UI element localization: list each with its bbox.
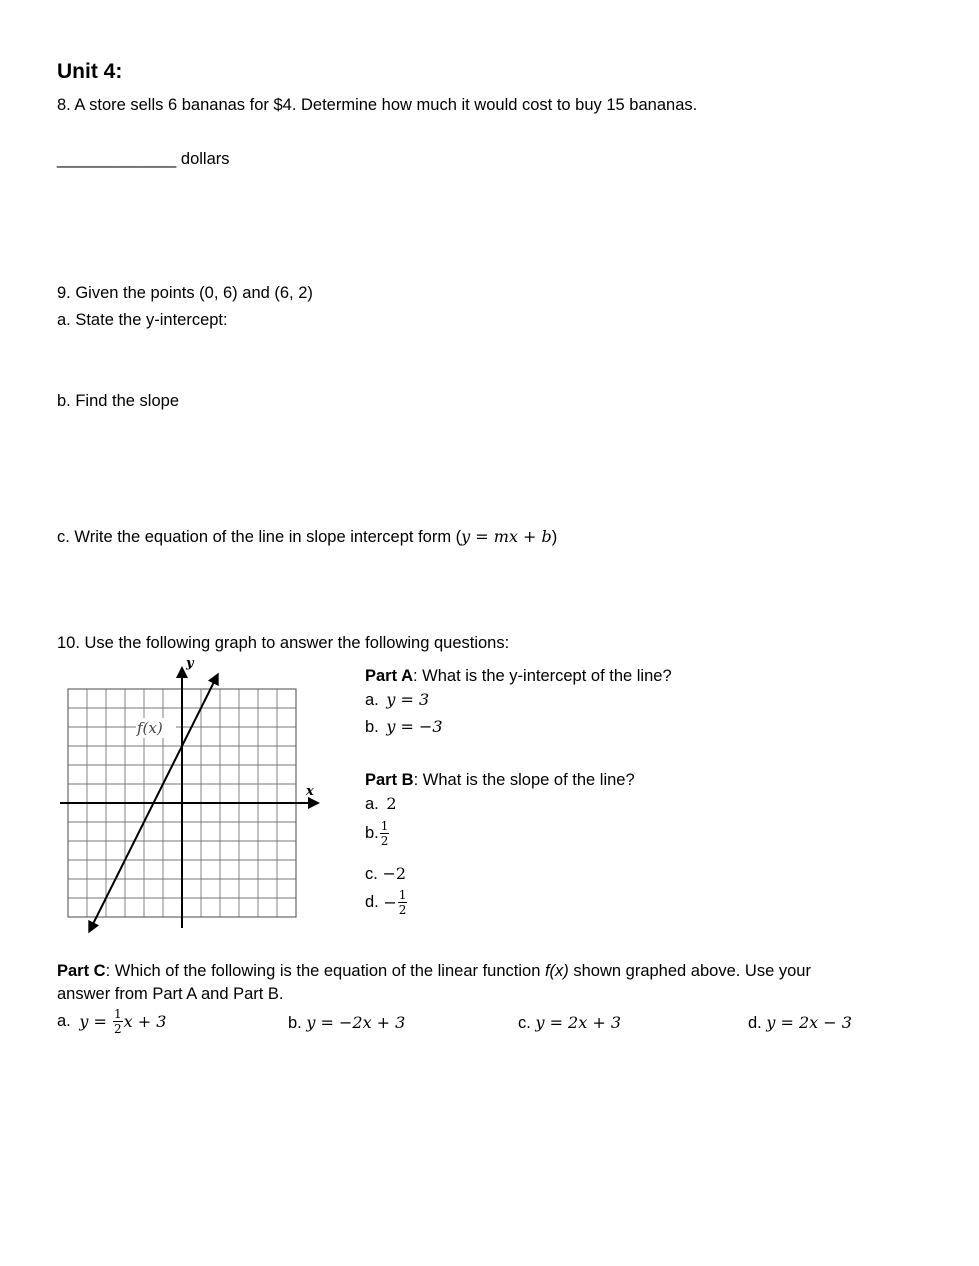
part-c-option-c	[518, 1013, 621, 1033]
part-b-text: : What is the slope of the line?	[413, 771, 635, 789]
part-c-option-d	[748, 1013, 852, 1033]
part-c-question-line-2: answer from Part A and Part B.	[57, 985, 284, 1003]
x-axis-label: x	[306, 784, 314, 799]
fraction	[398, 889, 408, 916]
fraction-numerator: 1	[398, 888, 407, 902]
option-value: y = 3	[386, 690, 430, 709]
part-c-label: Part C	[57, 962, 106, 980]
fraction	[380, 820, 390, 847]
fraction-denominator: 2	[398, 903, 407, 917]
option-letter: a.	[365, 691, 379, 709]
option-value-pre: y =	[79, 1012, 112, 1031]
fraction-denominator: 2	[113, 1022, 122, 1036]
option-letter: a.	[57, 1012, 71, 1030]
fraction	[113, 1008, 123, 1035]
option-value: y = −3	[386, 717, 443, 736]
option-value-post: x + 3	[123, 1012, 167, 1031]
question-9c-suffix: )	[551, 528, 558, 546]
question-8-text: 8. A store sells 6 bananas for $4. Determine how much it would cost to buy 15 bananas.	[57, 96, 698, 114]
option-value: 2	[386, 794, 397, 813]
part-b-option-d	[365, 889, 408, 916]
y-axis-label: y	[186, 658, 194, 671]
function-label: f(x)	[137, 719, 163, 737]
part-c-option-b	[288, 1013, 405, 1033]
question-9c-prefix: c. Write the equation of the line in slope intercept form (	[57, 528, 462, 546]
slope-intercept-formula: y = mx + b	[461, 527, 552, 546]
option-sign: −	[383, 893, 397, 912]
fraction-denominator: 2	[380, 834, 389, 848]
fraction-numerator: 1	[380, 819, 389, 833]
part-a-label: Part A	[365, 667, 413, 685]
part-a-option-b	[365, 717, 443, 737]
answer-unit: dollars	[180, 150, 230, 168]
option-letter: a.	[365, 795, 379, 813]
part-a-text: : What is the y-intercept of the line?	[413, 667, 672, 685]
question-9a: a. State the y-intercept:	[57, 311, 228, 329]
part-c-question-line-1	[57, 962, 811, 981]
option-letter: d.	[748, 1014, 762, 1032]
question-9-text: 9. Given the points (0, 6) and (6, 2)	[57, 284, 313, 302]
part-b-option-a	[365, 794, 397, 814]
part-b-option-b	[365, 820, 390, 847]
option-letter: c.	[518, 1014, 531, 1032]
option-letter: b.	[365, 718, 379, 736]
question-9b: b. Find the slope	[57, 392, 179, 410]
part-b-label: Part B	[365, 771, 414, 789]
option-value: −2	[382, 864, 407, 883]
part-a-question	[365, 667, 672, 686]
part-b-question	[365, 771, 635, 790]
question-8-answer-line	[57, 150, 230, 169]
option-letter: c.	[365, 865, 378, 883]
question-9c	[57, 527, 557, 547]
option-letter: b.	[288, 1014, 302, 1032]
line-graph	[56, 658, 326, 936]
option-letter: d.	[365, 893, 379, 911]
option-letter: b.	[365, 824, 379, 842]
part-c-fx: f(x)	[544, 962, 569, 980]
part-c-text: : Which of the following is the equation of the linear function	[105, 962, 545, 980]
part-c-option-a	[57, 1008, 166, 1035]
unit-title: Unit 4:	[57, 60, 123, 83]
option-value: y = 2x + 3	[535, 1013, 622, 1032]
option-value: y = −2x + 3	[306, 1013, 406, 1032]
fraction-numerator: 1	[113, 1007, 122, 1021]
question-10-text: 10. Use the following graph to answer the following questions:	[57, 634, 510, 652]
part-b-option-c	[365, 864, 406, 884]
answer-blank: _____________	[57, 150, 177, 168]
part-c-text-post: shown graphed above. Use your	[568, 962, 811, 980]
option-value: y = 2x − 3	[766, 1013, 852, 1032]
part-a-option-a	[365, 690, 429, 710]
